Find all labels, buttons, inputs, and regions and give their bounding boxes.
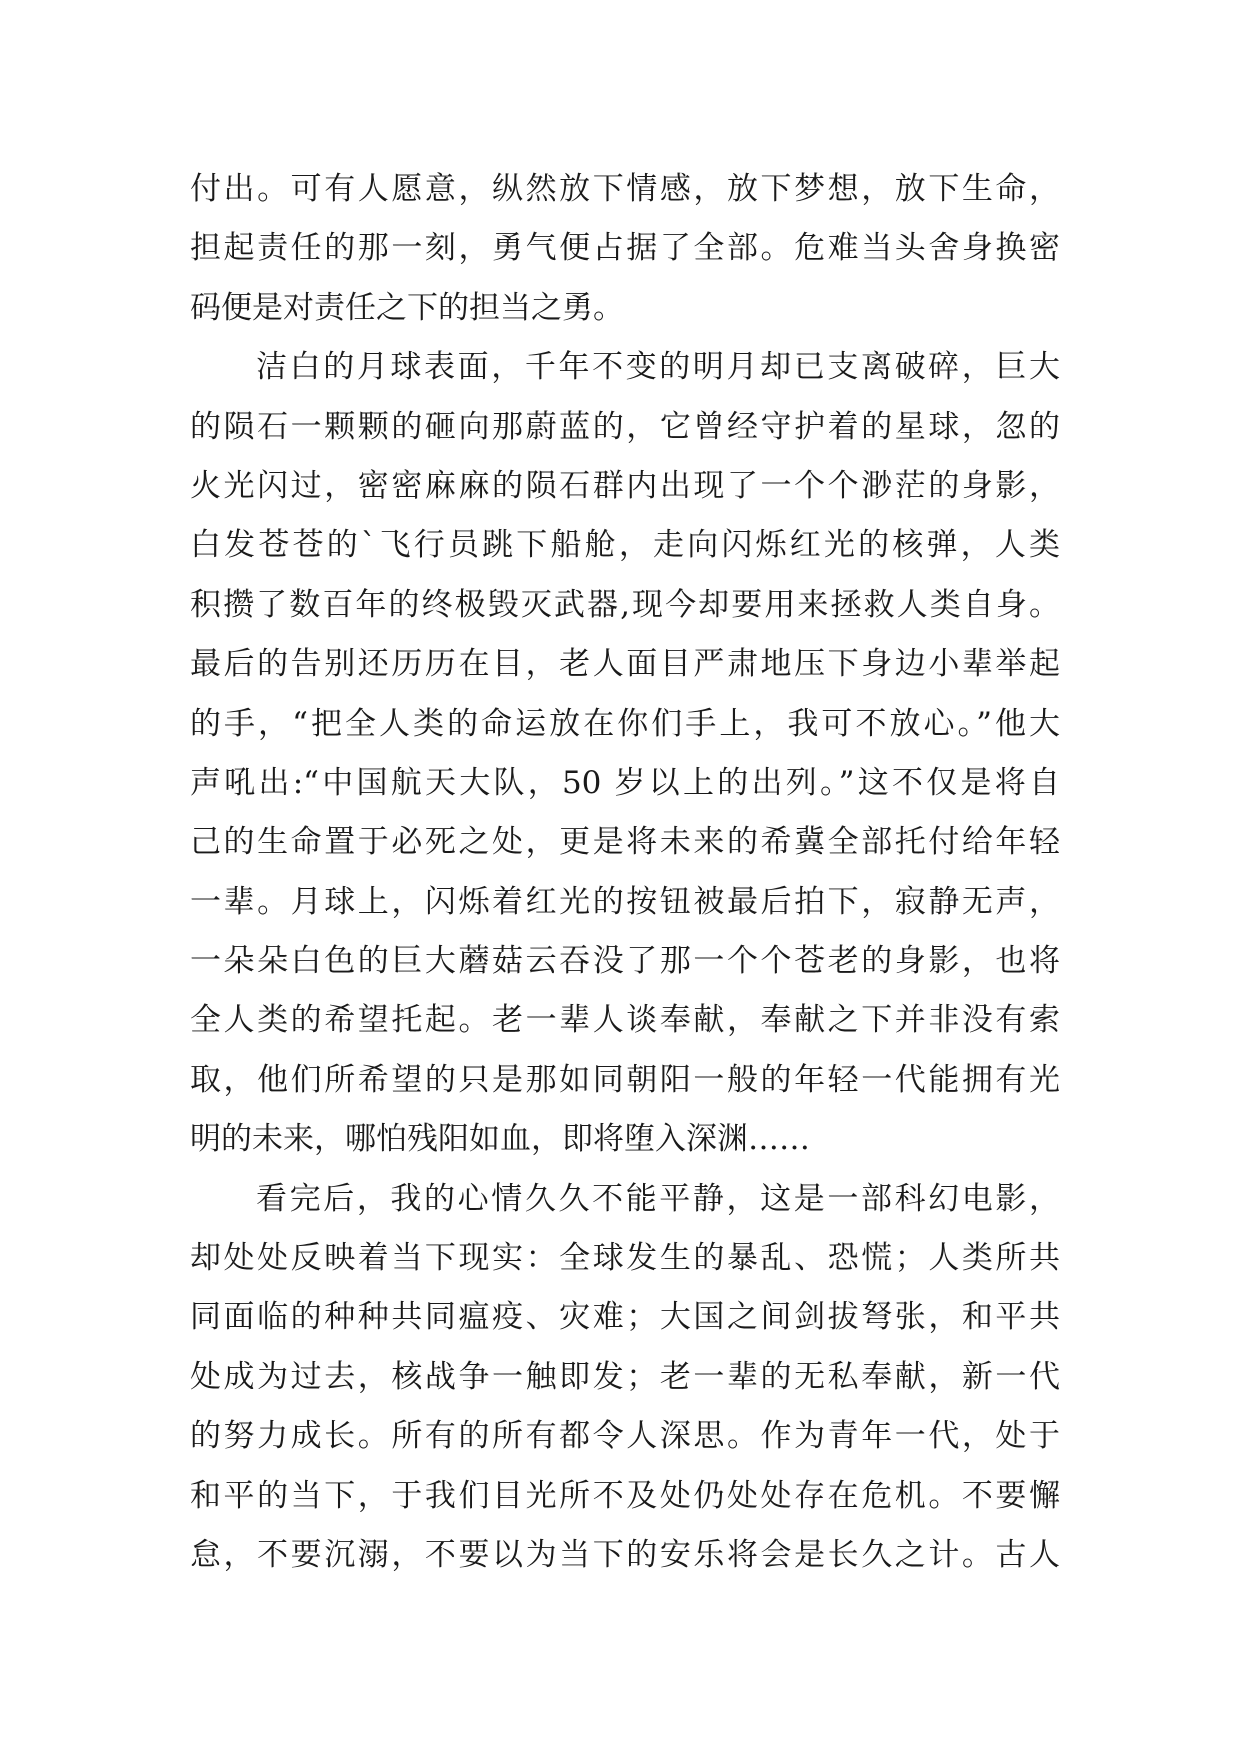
text-line: 担起责任的那一刻，勇气便占据了全部。危难当头舍身换密 (190, 230, 1060, 267)
text-line: 付出。可有人愿意，纵然放下情感，放下梦想，放下生命， (190, 171, 1060, 207)
text-line: 一辈。月球上，闪烁着红光的按钮被最后拍下，寂静无声， (190, 883, 1060, 920)
text-line: 看完后，我的心情久久不能平静，这是一部科幻电影， (256, 1180, 1060, 1217)
text-line: 的手，“把全人类的命运放在你们手上，我可不放心。”他大 (190, 705, 1060, 742)
body-text (190, 160, 1060, 1585)
text-line: 却处处反映着当下现实：全球发生的暴乱、恐慌；人类所共 (190, 1240, 1060, 1277)
text-line: 一朵朵白色的巨大蘑菇云吞没了那一个个苍老的身影，也将 (190, 943, 1060, 980)
text-line: 同面临的种种共同瘟疫、灾难；大国之间剑拔弩张，和平共 (190, 1299, 1060, 1336)
text-line: 火光闪过，密密麻麻的陨石群内出现了一个个渺茫的身影， (190, 467, 1060, 504)
text-line: 取，他们所希望的只是那如同朝阳一般的年轻一代能拥有光 (190, 1061, 1060, 1098)
text-line: 最后的告别还历历在目，老人面目严肃地压下身边小辈举起 (190, 646, 1060, 683)
text-line: 全人类的希望托起。老一辈人谈奉献，奉献之下并非没有索 (190, 1002, 1060, 1039)
text-line: 的陨石一颗颗的砸向那蔚蓝的，它曾经守护着的星球，忽的 (190, 408, 1060, 445)
text-line: 的努力成长。所有的所有都令人深思。作为青年一代，处于 (190, 1418, 1060, 1455)
text-line: 己的生命置于必死之处，更是将未来的希冀全部托付给年轻 (190, 824, 1060, 861)
text-line: 明的未来，哪怕残阳如血，即将堕入深渊…… (190, 1121, 810, 1158)
text-line: 洁白的月球表面，千年不变的明月却已支离破碎，巨大 (256, 349, 1060, 386)
text-line: 处成为过去，核战争一触即发；老一辈的无私奉献，新一代 (190, 1358, 1060, 1395)
text-line: 声吼出:“中国航天大队，50 岁以上的出列。”这不仅是将自 (190, 764, 1060, 801)
text-line: 积攒了数百年的终极毁灭武器,现今却要用来拯救人类自身。 (190, 586, 1060, 623)
text-line: 码便是对责任之下的担当之勇。 (190, 289, 624, 326)
text-line: 怠，不要沉溺，不要以为当下的安乐将会是长久之计。古人 (190, 1536, 1060, 1573)
text-line: 和平的当下，于我们目光所不及处仍处处存在危机。不要懈 (190, 1477, 1060, 1514)
text-line: 白发苍苍的`飞行员跳下船舱，走向闪烁红光的核弹，人类 (190, 527, 1060, 564)
